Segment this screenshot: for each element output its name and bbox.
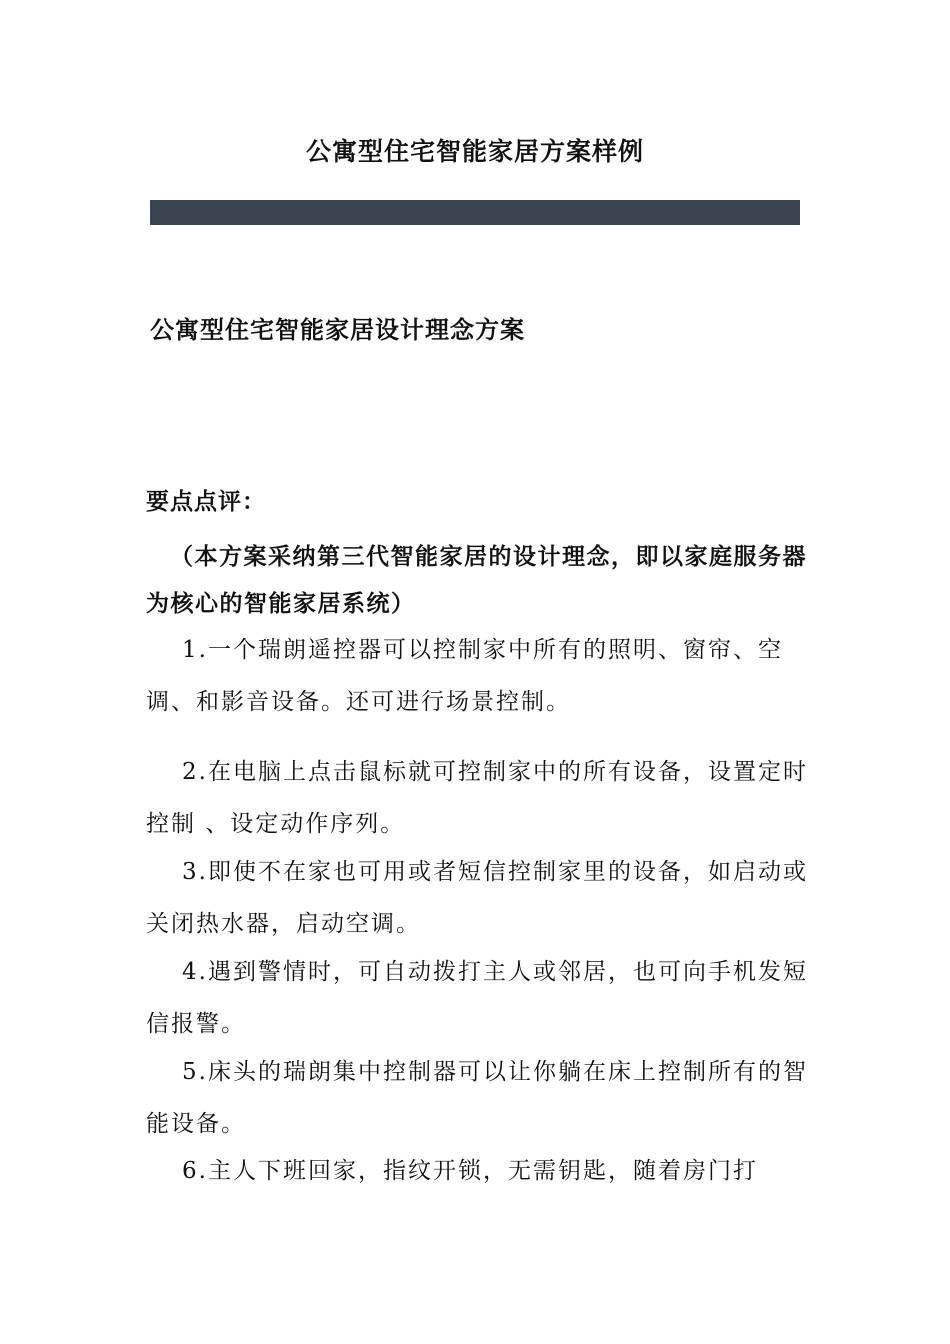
- title-divider-bar: [150, 200, 800, 225]
- document-title: 公寓型住宅智能家居方案样例: [305, 137, 644, 166]
- document-subtitle: 公寓型住宅智能家居设计理念方案: [150, 315, 525, 344]
- list-item: 4.遇到警情时，可自动拨打主人或邻居，也可向手机发短信报警。: [146, 959, 808, 1037]
- list-item: 2.在电脑上点击鼠标就可控制家中的所有设备，设置定时控制 、设定动作序列。: [146, 759, 808, 837]
- intro-paragraph: （本方案采纳第三代智能家居的设计理念，即以家庭服务器为核心的智能家居系统）: [146, 543, 807, 617]
- list-item: 3.即使不在家也可用或者短信控制家里的设备，如启动或关闭热水器，启动空调。: [146, 859, 808, 937]
- list-item: 6.主人下班回家，指纹开锁，无需钥匙，随着房门打: [182, 1158, 758, 1184]
- section-label: 要点点评：: [146, 488, 266, 515]
- list-item: 5.床头的瑞朗集中控制器可以让你躺在床上控制所有的智能设备。: [146, 1059, 808, 1137]
- list-item: 1.一个瑞朗遥控器可以控制家中所有的照明、窗帘、空调、和影音设备。还可进行场景控制。: [146, 637, 783, 715]
